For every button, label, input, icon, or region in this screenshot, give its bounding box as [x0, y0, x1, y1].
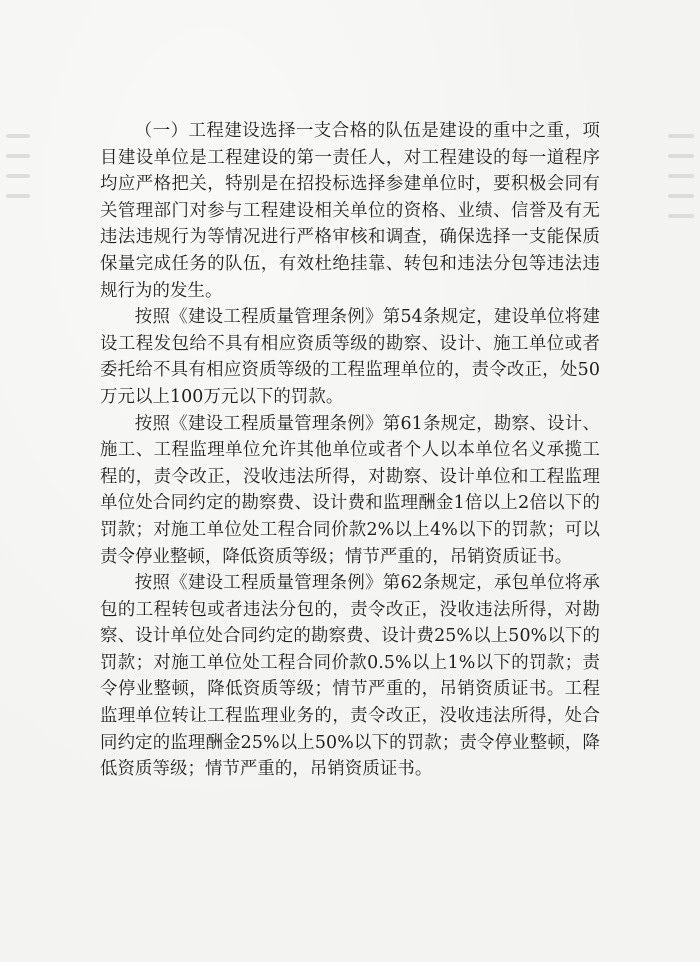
- paragraph-team-selection: （一）工程建设选择一支合格的队伍是建设的重中之重，项目建设单位是工程建设的第一责任人，对工程建设的每一道程序均应严格把关，特别是在招投标选择参建单位时，要积极会同有关管理部门对参与工程建设相关单位的资格、业绩、信誉及有无违法违规行为等情况进行严格审核和调查，确保选择一支能保质保量完成任务的队伍，有效杜绝挂靠、转包和违法分包等违法违规行为的发生。: [100, 121, 600, 301]
- document-body: [100, 118, 600, 783]
- paragraph-article-62: 按照《建设工程质量管理条例》第62条规定，承包单位将承包的工程转包或者违法分包的，责令改正，没收违法所得，对勘察、设计单位处合同约定的勘察费、设计费25%以上50%以下的罚款；对施工单位处工程合同价款0.5%以上1%以下的罚款；责令停业整顿，降低资质等级；情节严重的，吊销资质证书。工程监理单位转让工程监理业务的，责令改正，没收违法所得，处合同约定的监理酬金25%以上50%以下的罚款；责令停业整顿，降低资质等级；情节严重的，吊销资质证书。: [100, 573, 600, 780]
- left-bleed-through-marks: [0, 118, 38, 818]
- paragraph-article-61: 按照《建设工程质量管理条例》第61条规定，勘察、设计、施工、工程监理单位允许其他单位或者个人以本单位名义承揽工程的，责令改正，没收违法所得，对勘察、设计单位和工程监理单位处合同约定的勘察费、设计费和监理酬金1倍以上2倍以下的罚款；对施工单位处工程合同价款2%以上4%以下的罚款；可以责令停业整顿，降低资质等级；情节严重的，吊销资质证书。: [100, 413, 600, 567]
- paragraph-article-54: 按照《建设工程质量管理条例》第54条规定，建设单位将建设工程发包给不具有相应资质等级的勘察、设计、施工单位或者委托给不具有相应资质等级的工程监理单位的，责令改正，处50万元以上100万元以下的罚款。: [100, 307, 600, 407]
- right-bleed-through-marks: [660, 118, 700, 878]
